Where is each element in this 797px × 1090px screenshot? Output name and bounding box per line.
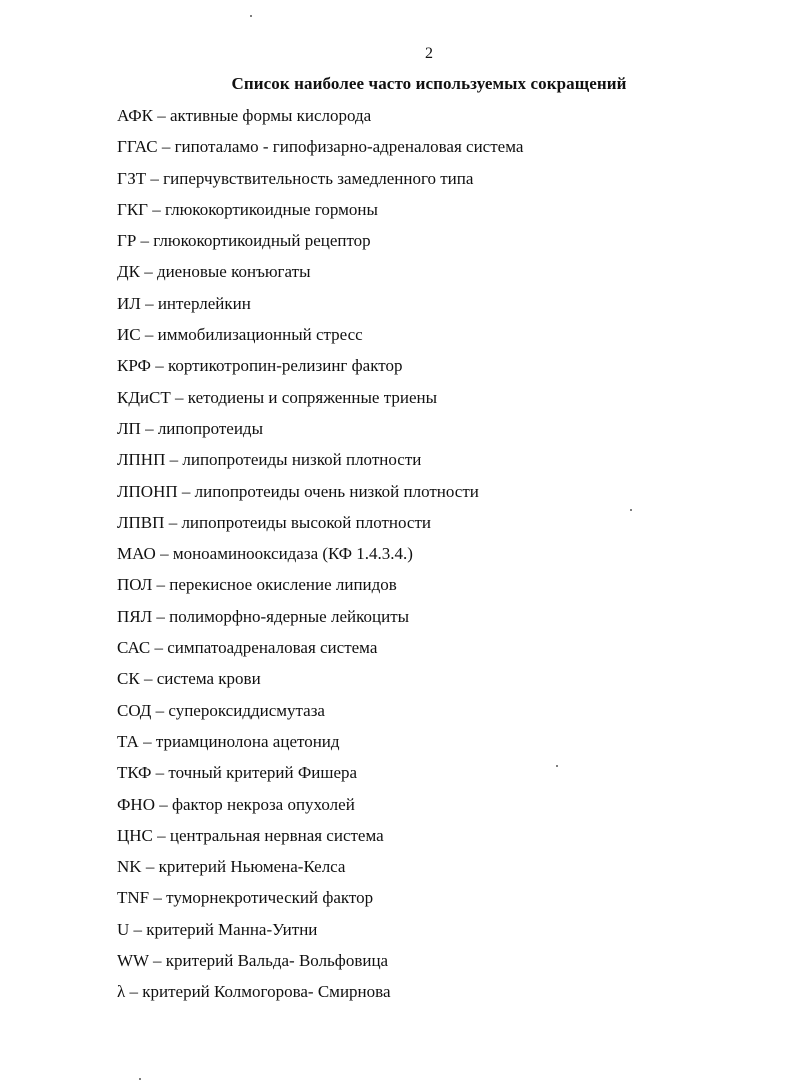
separator: – — [146, 168, 164, 188]
definition: липопротеиды низкой плотности — [182, 450, 422, 470]
definition: критерий Ньюмена-Келса — [158, 857, 346, 877]
definition: гиперчувствительность замедленного типа — [163, 168, 474, 188]
list-item — [117, 794, 523, 825]
definition: туморнекротический фактор — [166, 888, 374, 908]
list-item — [117, 887, 523, 918]
separator: – — [138, 731, 156, 751]
page-title: Список наиболее часто используемых сокращений — [231, 74, 627, 93]
list-item — [117, 136, 523, 167]
separator: – — [140, 418, 158, 438]
definition: триамцинолона ацетонид — [155, 731, 340, 751]
separator: – — [148, 199, 165, 219]
list-item — [117, 637, 523, 668]
separator: – — [136, 231, 154, 251]
list-item — [117, 230, 523, 261]
definition: моноаминооксидаза (КФ 1.4.3.4.) — [172, 544, 413, 564]
abbreviation: МАО — [117, 544, 156, 564]
definition: критерий Колмогорова- Смирнова — [142, 982, 391, 1002]
definition: интерлейкин — [157, 293, 251, 313]
list-item — [117, 981, 523, 1012]
abbreviation: λ — [117, 982, 126, 1002]
list-item — [117, 418, 523, 449]
definition: супероксиддисмутаза — [168, 700, 325, 720]
list-item — [117, 762, 523, 793]
list-item — [117, 574, 523, 605]
abbreviation: U — [117, 919, 130, 939]
separator: – — [152, 106, 170, 125]
list-item — [117, 919, 523, 950]
definition: активные формы кислорода — [169, 106, 372, 125]
separator: – — [164, 512, 182, 532]
definition: глюкокортикоидные гормоны — [165, 199, 378, 219]
list-item — [117, 387, 523, 418]
list-item — [117, 199, 523, 230]
abbreviation: ПЯЛ — [117, 606, 153, 626]
abbreviation: TNF — [117, 888, 150, 908]
separator: – — [177, 481, 195, 501]
definition: иммобилизационный стресс — [157, 325, 363, 345]
abbreviation: ГР — [117, 231, 137, 251]
separator: – — [152, 575, 170, 595]
abbreviation: ТА — [117, 731, 139, 751]
definition: критерий Вальда- Вольфовица — [165, 951, 389, 971]
definition: гипоталамо - гипофизарно-адреналовая система — [174, 137, 524, 157]
list-item — [117, 606, 523, 637]
definition: диеновые конъюгаты — [156, 262, 311, 282]
scan-speck — [139, 1078, 141, 1080]
separator: – — [154, 794, 172, 814]
separator: – — [148, 951, 166, 971]
definition: центральная нервная система — [169, 825, 384, 845]
abbreviation: КДиСТ — [117, 387, 171, 407]
list-item — [117, 324, 523, 355]
definition: липопротеиды — [157, 418, 264, 438]
separator: – — [165, 450, 183, 470]
separator: – — [140, 325, 158, 345]
abbreviation: ЛПОНП — [117, 481, 178, 501]
abbreviation: ЦНС — [117, 825, 153, 845]
separator: – — [157, 137, 175, 157]
list-item — [117, 481, 523, 512]
separator: – — [125, 982, 143, 1002]
abbreviation: ГКГ — [117, 199, 148, 219]
abbreviation: ДК — [117, 262, 140, 282]
abbreviation: СОД — [117, 700, 152, 720]
separator: – — [155, 544, 173, 564]
definition: липопротеиды очень низкой плотности — [194, 481, 479, 501]
scan-speck — [556, 765, 558, 767]
list-item — [117, 168, 523, 199]
separator: – — [139, 262, 157, 282]
abbreviation: СК — [117, 669, 140, 689]
definition: глюкокортикоидный рецептор — [153, 231, 371, 251]
definition: система крови — [156, 669, 261, 689]
abbreviation: КРФ — [117, 356, 151, 376]
abbreviation: ФНО — [117, 794, 155, 814]
separator: – — [152, 825, 170, 845]
abbreviation: ИС — [117, 325, 141, 345]
separator: – — [149, 888, 167, 908]
abbreviation: NK — [117, 857, 142, 877]
definition: кетодиены и сопряженные триены — [187, 387, 438, 407]
separator: – — [151, 763, 169, 783]
definition: фактор некроза опухолей — [171, 794, 355, 814]
separator: – — [141, 857, 159, 877]
abbreviation: ИЛ — [117, 293, 141, 313]
definition: кортикотропин-релизинг фактор — [167, 356, 403, 376]
abbreviation: ЛП — [117, 418, 141, 438]
list-item — [117, 293, 523, 324]
abbreviation: ЛПВП — [117, 512, 165, 532]
list-item — [117, 856, 523, 887]
definition: симпатоадреналовая система — [167, 638, 378, 658]
separator: – — [150, 638, 168, 658]
abbreviation: WW — [117, 951, 149, 971]
definition: липопротеиды высокой плотности — [181, 512, 432, 532]
separator: – — [129, 919, 147, 939]
abbreviation: ГЗТ — [117, 168, 147, 188]
list-item — [117, 512, 523, 543]
list-item — [117, 731, 523, 762]
definition: точный критерий Фишера — [168, 763, 358, 783]
list-item — [117, 668, 523, 699]
abbreviation: САС — [117, 638, 151, 658]
scan-speck — [250, 15, 252, 17]
list-item — [117, 950, 523, 981]
list-item — [117, 449, 523, 480]
abbreviation: ТКФ — [117, 763, 152, 783]
list-item — [117, 543, 523, 574]
separator: – — [139, 669, 157, 689]
list-item — [117, 825, 523, 856]
abbreviation: ПОЛ — [117, 575, 153, 595]
separator: – — [140, 293, 158, 313]
list-item — [117, 355, 523, 386]
definition: критерий Манна-Уитни — [146, 919, 318, 939]
abbreviation: АФК — [117, 106, 153, 125]
abbreviation-list — [117, 105, 523, 1013]
scan-speck — [630, 509, 632, 511]
abbreviation: ГГАС — [117, 137, 158, 157]
page-number: 2 — [425, 45, 433, 62]
definition: перекисное окисление липидов — [169, 575, 397, 595]
abbreviation: ЛПНП — [117, 450, 166, 470]
separator: – — [152, 606, 170, 626]
list-item — [117, 105, 523, 136]
separator: – — [150, 356, 168, 376]
separator: – — [170, 387, 188, 407]
definition: полиморфно-ядерные лейкоциты — [169, 606, 410, 626]
list-item — [117, 261, 523, 292]
list-item — [117, 700, 523, 731]
separator: – — [151, 700, 169, 720]
